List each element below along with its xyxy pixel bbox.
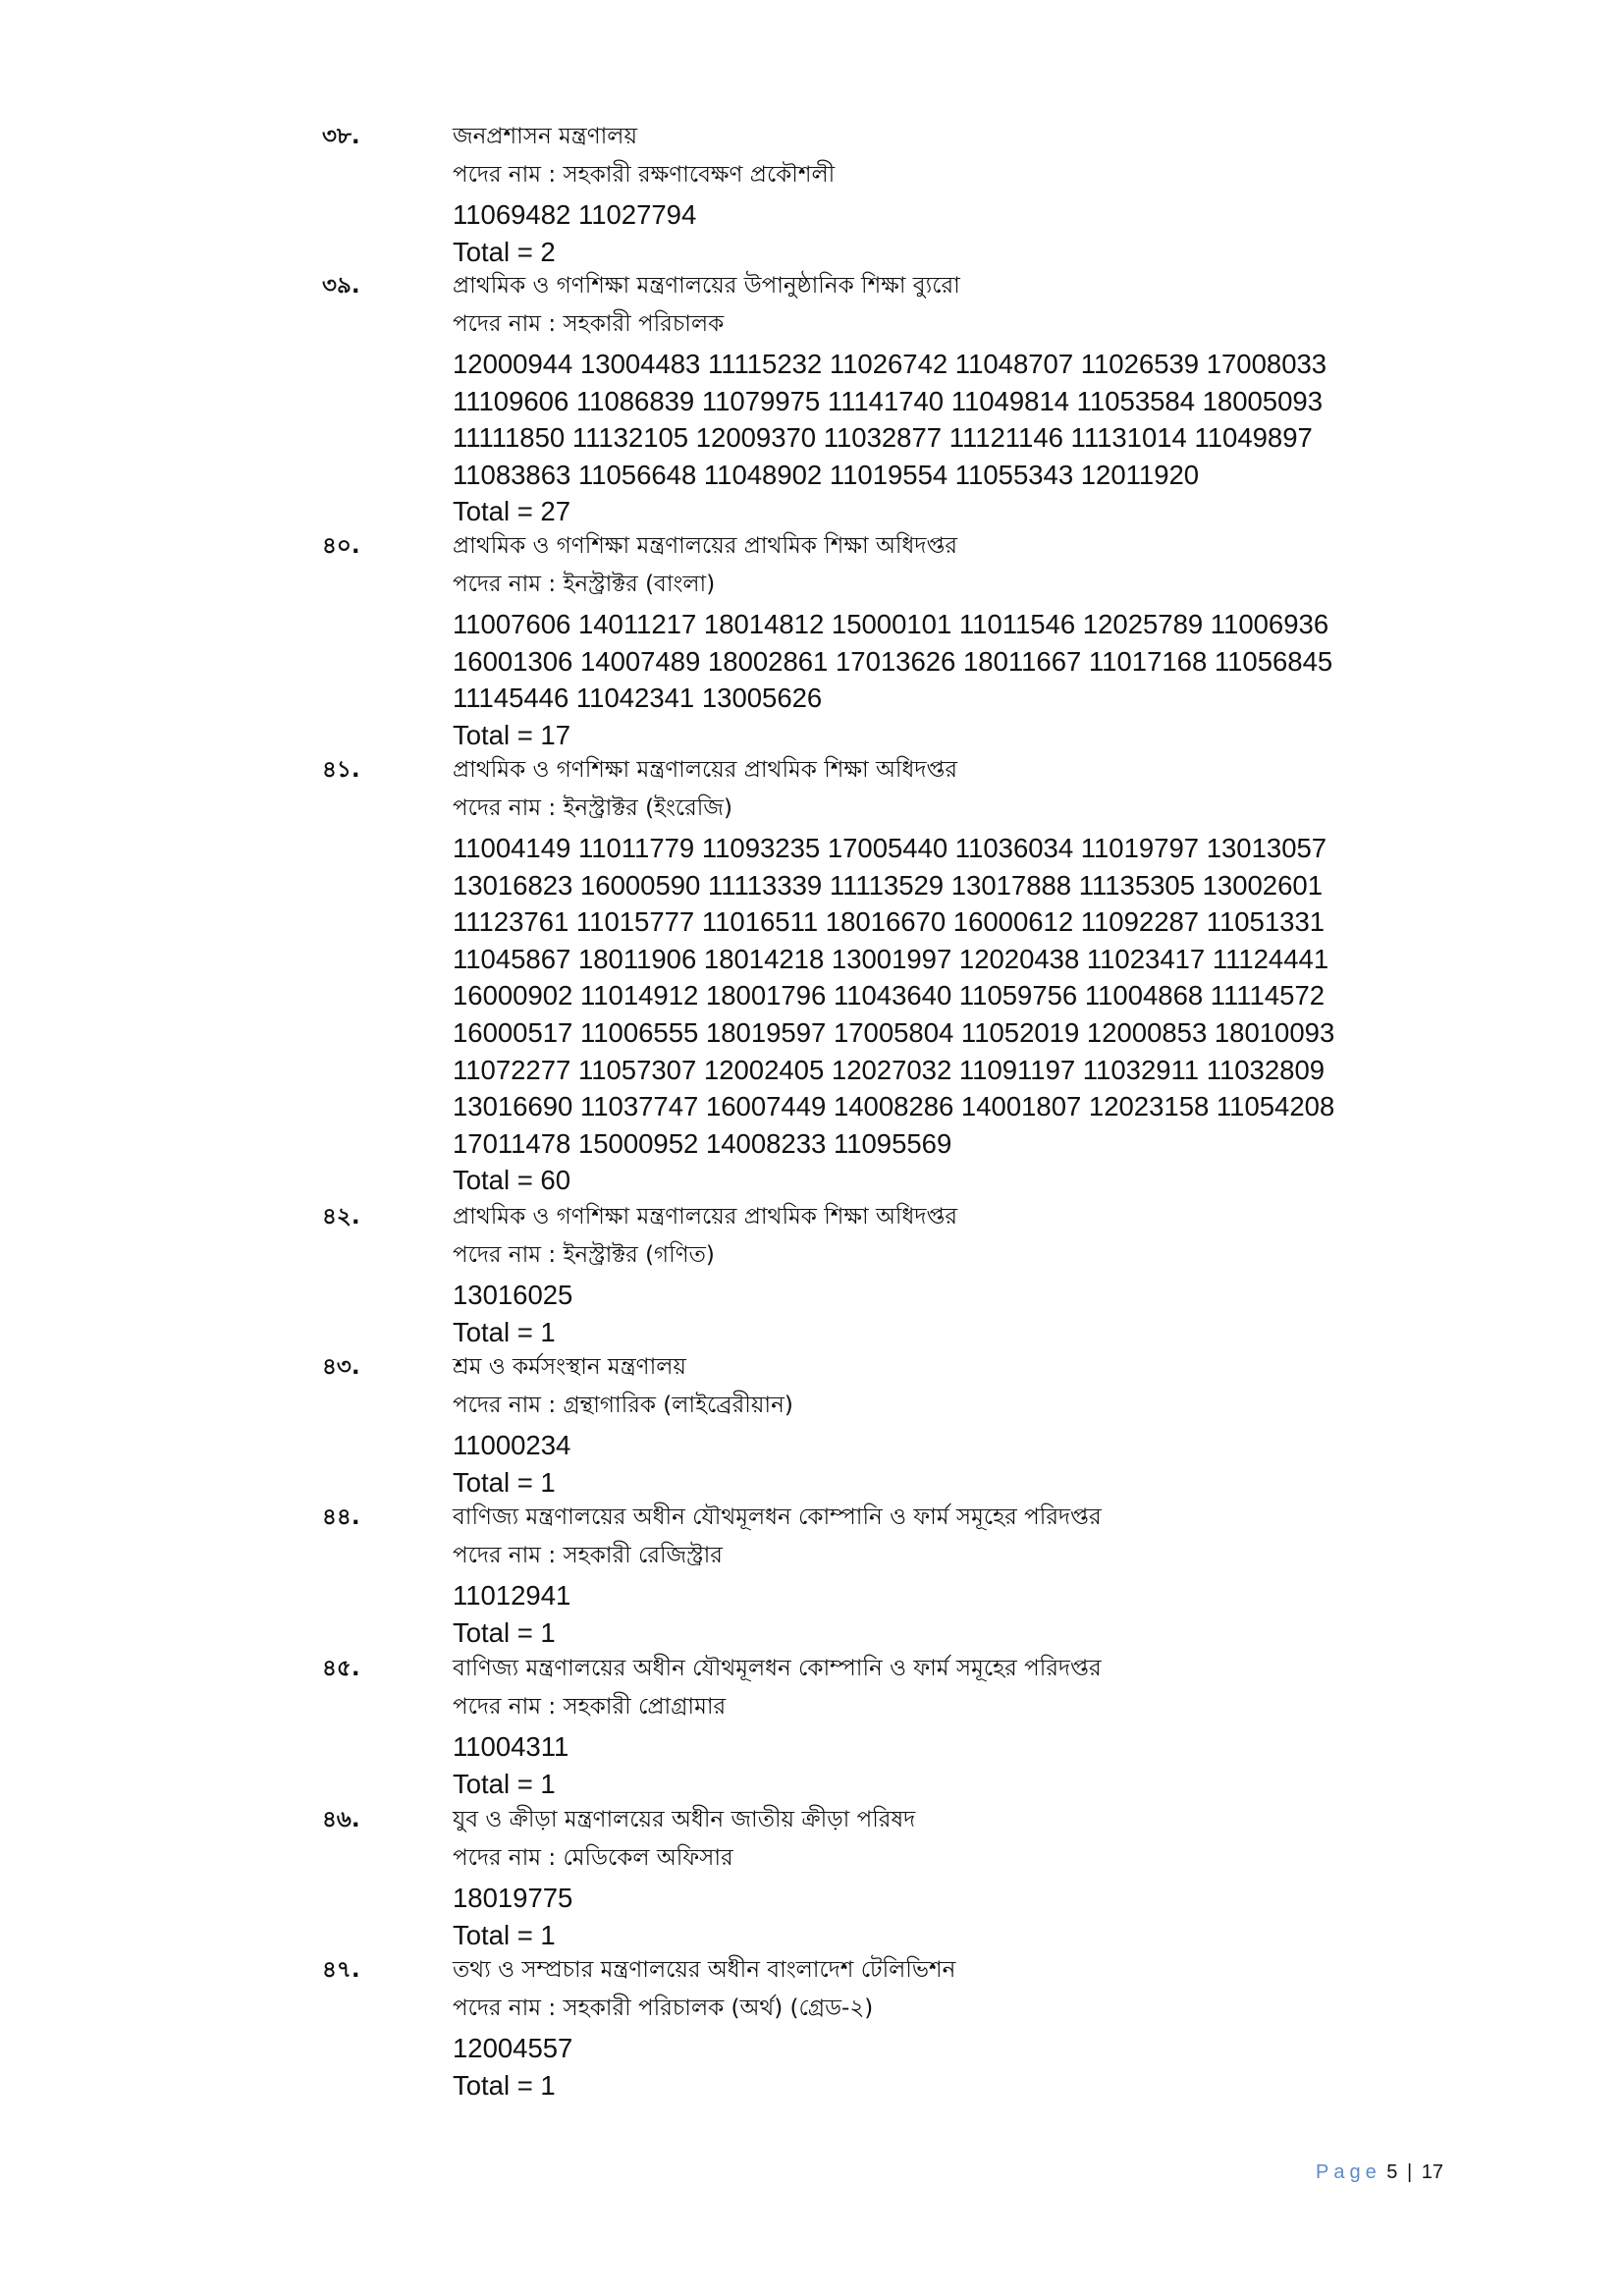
roll-number-line: 11069482 11027794 <box>453 199 697 230</box>
entry-number: ৪২. <box>322 1204 360 1230</box>
roll-number-line: 16001306 14007489 18002861 17013626 18011667 11017168 11056845 <box>453 645 1333 677</box>
total-count: Total = 1 <box>453 1316 556 1347</box>
page-separator: | <box>1406 2161 1413 2183</box>
total-count: Total = 2 <box>453 236 556 267</box>
entry-number: ৪৪. <box>322 1504 360 1530</box>
roll-number-block <box>453 606 1435 753</box>
ministry-name: প্রাথমিক ও গণশিক্ষা মন্ত্রণালয়ের উপানুষ্ঠানিক শিক্ষা ব্যুরো <box>453 273 960 299</box>
roll-number-block <box>453 346 1435 530</box>
post-name: পদের নাম : ইনস্ট্রাক্টর (ইংরেজি) <box>453 795 732 821</box>
post-name: পদের নাম : সহকারী পরিচালক (অর্থ) (গ্রেড-২) <box>453 1995 874 2021</box>
roll-number-line: 11000234 <box>453 1430 571 1460</box>
roll-number-line: 12004557 <box>453 2033 573 2063</box>
roll-number-line: 11111850 11132105 12009370 11032877 11121146 11131014 11049897 <box>453 422 1313 454</box>
roll-number-line: 11004311 <box>453 1731 569 1762</box>
total-count: Total = 1 <box>453 1466 556 1498</box>
ministry-name: তথ্য ও সম্প্রচার মন্ত্রণালয়ের অধীন বাংলাদেশ টেলিভিশন <box>453 1957 956 1983</box>
total-count: Total = 1 <box>453 1919 556 1950</box>
entry-number: ৪১. <box>322 757 360 783</box>
roll-number-line: 11007606 14011217 18014812 15000101 11011546 12025789 11006936 <box>453 609 1329 639</box>
post-name: পদের নাম : সহকারী রেজিস্ট্রার <box>453 1543 723 1568</box>
total-count: Total = 27 <box>453 496 571 527</box>
roll-number-line: 11083863 11056648 11048902 11019554 11055343 12011920 <box>453 459 1200 490</box>
post-name: পদের নাম : ইনস্ট্রাক্টর (বাংলা) <box>453 572 716 597</box>
roll-number-block <box>453 1277 1435 1350</box>
post-name: পদের নাম : সহকারী রক্ষণাবেক্ষণ প্রকৌশলী <box>453 162 836 188</box>
post-name: পদের নাম : সহকারী প্রোগ্রামার <box>453 1694 727 1720</box>
total-count: Total = 1 <box>453 2069 556 2101</box>
entry-number: ৪০. <box>322 533 360 559</box>
ministry-name: প্রাথমিক ও গণশিক্ষা মন্ত্রণালয়ের প্রাথমিক শিক্ষা অধিদপ্তর <box>453 1204 958 1230</box>
roll-number-line: 17011478 15000952 14008233 11095569 <box>453 1127 952 1159</box>
total-count: Total = 60 <box>453 1165 571 1196</box>
post-name: পদের নাম : গ্রন্থাগারিক (লাইব্রেরীয়ান) <box>453 1393 793 1418</box>
roll-number-block <box>453 830 1435 1199</box>
total-count: Total = 1 <box>453 1768 556 1799</box>
roll-number-line: 13016823 16000590 11113339 11113529 13017888 11135305 13002601 <box>453 869 1323 901</box>
page-footer <box>1316 2160 1443 2184</box>
ministry-name: বাণিজ্য মন্ত্রণালয়ের অধীন যৌথমূলধন কোম্পানি ও ফার্ম সমূহের পরিদপ্তর <box>453 1656 1102 1681</box>
page-number: 5 <box>1386 2161 1398 2183</box>
roll-number-line: 16000517 11006555 18019597 17005804 11052019 12000853 18010093 <box>453 1016 1335 1048</box>
roll-number-block <box>453 196 1435 270</box>
post-name: পদের নাম : ইনস্ট্রাক্টর (গণিত) <box>453 1242 715 1268</box>
roll-number-line: 11072277 11057307 12002405 12027032 11091197 11032911 11032809 <box>453 1054 1326 1085</box>
roll-number-line: 11045867 18011906 18014218 13001997 12020438 11023417 11124441 <box>453 943 1329 974</box>
total-count: Total = 1 <box>453 1616 556 1648</box>
page-label: Page <box>1316 2161 1381 2183</box>
entry-number: ৪৭. <box>322 1957 360 1983</box>
ministry-name: প্রাথমিক ও গণশিক্ষা মন্ত্রণালয়ের প্রাথমিক শিক্ষা অধিদপ্তর <box>453 533 958 559</box>
ministry-name: যুব ও ক্রীড়া মন্ত্রণালয়ের অধীন জাতীয় ক্রীড়া পরিষদ <box>453 1807 916 1832</box>
entry-number: ৪৫. <box>322 1656 360 1681</box>
entry-number: ৪৬. <box>322 1807 360 1832</box>
roll-number-line: 13016690 11037747 16007449 14008286 14001807 12023158 11054208 <box>453 1091 1335 1122</box>
ministry-name: জনপ্রশাসন মন্ত্রণালয় <box>453 124 637 149</box>
roll-number-block <box>453 1728 1435 1802</box>
roll-number-block <box>453 1577 1435 1651</box>
roll-number-block <box>453 1880 1435 1953</box>
roll-number-line: 18019775 <box>453 1883 573 1913</box>
ministry-name: বাণিজ্য মন্ত্রণালয়ের অধীন যৌথমূলধন কোম্পানি ও ফার্ম সমূহের পরিদপ্তর <box>453 1504 1102 1530</box>
roll-number-line: 12000944 13004483 11115232 11026742 11048707 11026539 17008033 <box>453 349 1327 379</box>
roll-number-line: 13016025 <box>453 1280 573 1310</box>
post-name: পদের নাম : সহকারী পরিচালক <box>453 311 725 337</box>
roll-number-block <box>453 2030 1435 2104</box>
roll-number-line: 16000902 11014912 18001796 11043640 11059756 11004868 11114572 <box>453 980 1326 1011</box>
roll-number-block <box>453 1427 1435 1501</box>
entry-number: ৩৯. <box>322 273 360 299</box>
entry-number: ৩৮. <box>322 124 360 149</box>
roll-number-line: 11012941 <box>453 1580 571 1611</box>
roll-number-line: 11004149 11011779 11093235 17005440 11036034 11019797 13013057 <box>453 833 1327 863</box>
ministry-name: প্রাথমিক ও গণশিক্ষা মন্ত্রণালয়ের প্রাথমিক শিক্ষা অধিদপ্তর <box>453 757 958 783</box>
entry-number: ৪৩. <box>322 1354 360 1380</box>
roll-number-line: 11109606 11086839 11079975 11141740 11049814 11053584 18005093 <box>453 385 1323 416</box>
ministry-name: শ্রম ও কর্মসংস্থান মন্ত্রণালয় <box>453 1354 686 1380</box>
total-pages: 17 <box>1421 2161 1443 2183</box>
total-count: Total = 17 <box>453 719 571 750</box>
roll-number-line: 11123761 11015777 11016511 18016670 16000612 11092287 11051331 <box>453 906 1326 938</box>
roll-number-line: 11145446 11042341 13005626 <box>453 683 823 714</box>
post-name: পদের নাম : মেডিকেল অফিসার <box>453 1845 733 1871</box>
